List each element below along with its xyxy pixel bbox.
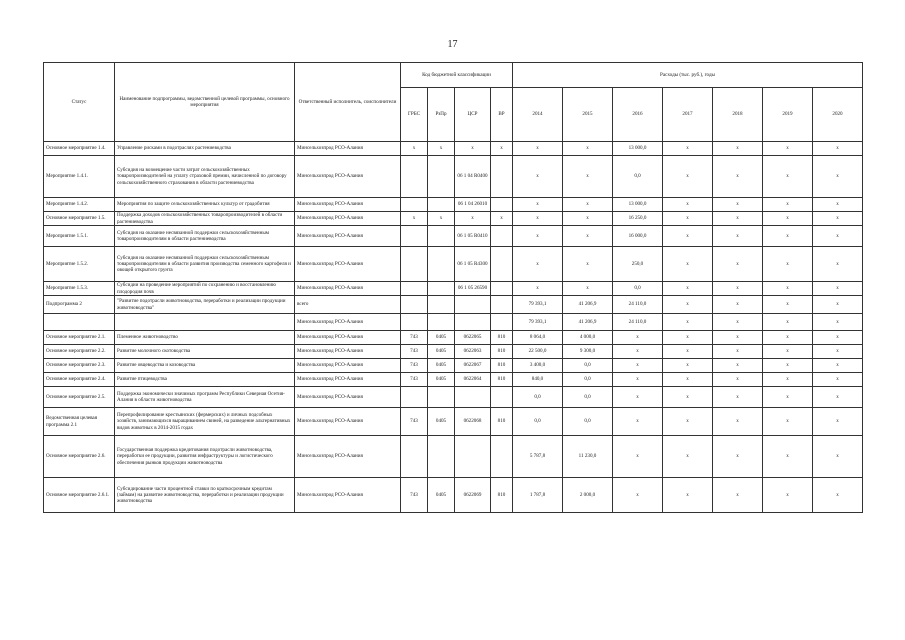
cell-2016: 0,0 <box>613 282 663 296</box>
cell-csr: х <box>455 212 491 226</box>
cell-2017: х <box>663 247 713 282</box>
cell-2015: 2 000,0 <box>563 478 613 513</box>
cell-executor: Минсельхозпрод РСО-Алания <box>295 314 401 331</box>
cell-vr <box>491 156 513 198</box>
cell-2019: х <box>763 314 813 331</box>
cell-status: Основное мероприятие 1.4. <box>44 142 115 156</box>
header-rzpr: РзПр <box>428 88 455 142</box>
cell-2015: х <box>563 212 613 226</box>
table-row <box>44 142 863 156</box>
cell-2020: х <box>813 142 863 156</box>
table-row <box>44 314 863 331</box>
cell-2014: х <box>513 282 563 296</box>
cell-2016: х <box>613 373 663 387</box>
cell-name: Субсидирование части процентной ставки по краткосрочным кредитам (займам) на развитие животноводства, переработки и реализации продукции животноводства <box>115 478 295 513</box>
cell-rzpr: х <box>428 142 455 156</box>
cell-name: Субсидия на возмещение части затрат сельскохозяйственных товаропроизводителей на уплату страховой премии, начисленной по договору сельскохозяйственного страхования в области растениеводства <box>115 156 295 198</box>
cell-vr <box>491 247 513 282</box>
cell-executor: Минсельхозпрод РСО-Алания <box>295 373 401 387</box>
cell-rzpr <box>428 387 455 408</box>
cell-2018: х <box>713 345 763 359</box>
cell-rzpr: 0405 <box>428 408 455 436</box>
cell-status: Основное мероприятие 2.3. <box>44 359 115 373</box>
table-row <box>44 408 863 436</box>
cell-rzpr <box>428 226 455 247</box>
cell-2020: х <box>813 247 863 282</box>
cell-status <box>44 314 115 331</box>
cell-2016: х <box>613 387 663 408</box>
cell-csr: 06 1 04 26010 <box>455 198 491 212</box>
cell-2019: х <box>763 387 813 408</box>
cell-csr: 06 1 04 R0400 <box>455 156 491 198</box>
cell-grbs <box>401 156 428 198</box>
header-name: Наименование подпрограммы, ведомственной целевой программы, основного мероприятия <box>115 63 295 142</box>
cell-csr: 06 1 05 R0410 <box>455 226 491 247</box>
cell-2016: 16 000,0 <box>613 226 663 247</box>
cell-2019: х <box>763 331 813 345</box>
cell-2015: х <box>563 198 613 212</box>
cell-status: Мероприятие 1.4.1. <box>44 156 115 198</box>
cell-2020: х <box>813 282 863 296</box>
cell-status: Мероприятие 1.4.2. <box>44 198 115 212</box>
cell-vr: 810 <box>491 331 513 345</box>
cell-name: Субсидия на оказание несвязанной поддержки сельскохозяйственным товаропроизводителям в области развития производства семенного картофеля и овощей открытого грунта <box>115 247 295 282</box>
table-row <box>44 226 863 247</box>
cell-executor: Минсельхозпрод РСО-Алания <box>295 247 401 282</box>
cell-grbs <box>401 247 428 282</box>
cell-2014: х <box>513 212 563 226</box>
cell-2014: х <box>513 156 563 198</box>
header-csr: ЦСР <box>455 88 491 142</box>
cell-2019: х <box>763 373 813 387</box>
cell-rzpr <box>428 198 455 212</box>
cell-csr: 0622067 <box>455 359 491 373</box>
cell-2018: х <box>713 387 763 408</box>
cell-2017: х <box>663 282 713 296</box>
cell-rzpr <box>428 436 455 478</box>
table-row <box>44 212 863 226</box>
cell-executor: Минсельхозпрод РСО-Алания <box>295 387 401 408</box>
table-row <box>44 359 863 373</box>
cell-2014: 79 393,1 <box>513 296 563 314</box>
cell-2015: х <box>563 282 613 296</box>
cell-grbs <box>401 198 428 212</box>
cell-vr: 810 <box>491 359 513 373</box>
cell-2014: 79 393,1 <box>513 314 563 331</box>
cell-2018: х <box>713 436 763 478</box>
cell-grbs: 743 <box>401 345 428 359</box>
cell-2016: 13 000,0 <box>613 198 663 212</box>
cell-csr <box>455 296 491 314</box>
table-header <box>44 63 863 142</box>
cell-status: Подпрограмма 2 <box>44 296 115 314</box>
table-row <box>44 331 863 345</box>
header-year-2014: 2014 <box>513 88 563 142</box>
header-year-2015: 2015 <box>563 88 613 142</box>
cell-2015: 41 206,9 <box>563 296 613 314</box>
cell-2016: х <box>613 408 663 436</box>
cell-rzpr: 0405 <box>428 373 455 387</box>
cell-2014: 0,0 <box>513 408 563 436</box>
header-expense-group: Расходы (тыс. руб.), годы <box>513 63 863 88</box>
cell-2017: х <box>663 359 713 373</box>
cell-grbs <box>401 387 428 408</box>
cell-2017: х <box>663 198 713 212</box>
cell-2018: х <box>713 142 763 156</box>
cell-2017: х <box>663 156 713 198</box>
cell-2016: 24 110,0 <box>613 296 663 314</box>
cell-grbs: 743 <box>401 408 428 436</box>
cell-2018: х <box>713 226 763 247</box>
cell-2019: х <box>763 156 813 198</box>
cell-status: Основное мероприятие 2.4. <box>44 373 115 387</box>
table-row <box>44 387 863 408</box>
cell-grbs <box>401 436 428 478</box>
cell-2014: 1 787,8 <box>513 478 563 513</box>
cell-2018: х <box>713 282 763 296</box>
cell-2015: 11 230,0 <box>563 436 613 478</box>
cell-2017: х <box>663 142 713 156</box>
cell-status: Мероприятие 1.5.2. <box>44 247 115 282</box>
cell-2018: х <box>713 296 763 314</box>
table-row <box>44 282 863 296</box>
cell-name: Государственная поддержка кредитования подотрасли животноводства, переработки ее продукции, развития инфраструктуры и логистического обеспечения рынков продукции животноводства <box>115 436 295 478</box>
cell-2015: х <box>563 226 613 247</box>
cell-2019: х <box>763 142 813 156</box>
cell-2020: х <box>813 156 863 198</box>
cell-2014: 0,0 <box>513 387 563 408</box>
cell-2019: х <box>763 247 813 282</box>
header-vr: ВР <box>491 88 513 142</box>
cell-csr <box>455 314 491 331</box>
cell-rzpr: х <box>428 212 455 226</box>
cell-status: Основное мероприятие 2.1. <box>44 331 115 345</box>
cell-executor: Минсельхозпрод РСО-Алания <box>295 436 401 478</box>
header-year-2018: 2018 <box>713 88 763 142</box>
header-year-2017: 2017 <box>663 88 713 142</box>
cell-2019: х <box>763 345 813 359</box>
cell-2017: х <box>663 314 713 331</box>
cell-rzpr: 0405 <box>428 478 455 513</box>
cell-rzpr: 0405 <box>428 331 455 345</box>
cell-2015: 4 000,0 <box>563 331 613 345</box>
cell-name: Субсидия на оказание несвязанной поддержки сельскохозяйственным товаропроизводителям в области растениеводства <box>115 226 295 247</box>
cell-csr: 06 1 05 26590 <box>455 282 491 296</box>
cell-grbs: 743 <box>401 359 428 373</box>
cell-2016: х <box>613 359 663 373</box>
cell-status: Основное мероприятие 1.5. <box>44 212 115 226</box>
header-year-2016: 2016 <box>613 88 663 142</box>
header-year-2019: 2019 <box>763 88 813 142</box>
cell-2017: х <box>663 408 713 436</box>
cell-2020: х <box>813 359 863 373</box>
budget-table <box>43 62 863 513</box>
cell-rzpr <box>428 296 455 314</box>
cell-executor: Минсельхозпрод РСО-Алания <box>295 142 401 156</box>
cell-2020: х <box>813 345 863 359</box>
cell-2019: х <box>763 296 813 314</box>
cell-vr <box>491 226 513 247</box>
header-executor: Ответственный исполнитель, соисполнители <box>295 63 401 142</box>
cell-2019: х <box>763 408 813 436</box>
cell-executor: Минсельхозпрод РСО-Алания <box>295 478 401 513</box>
cell-csr: 0622064 <box>455 373 491 387</box>
cell-grbs: 743 <box>401 331 428 345</box>
cell-grbs <box>401 296 428 314</box>
cell-name: Развитие молочного скотоводства <box>115 345 295 359</box>
cell-2016: х <box>613 345 663 359</box>
cell-rzpr: 0405 <box>428 345 455 359</box>
cell-2015: х <box>563 247 613 282</box>
cell-2014: 840,0 <box>513 373 563 387</box>
cell-2020: х <box>813 331 863 345</box>
cell-rzpr <box>428 156 455 198</box>
cell-2017: х <box>663 373 713 387</box>
cell-rzpr <box>428 282 455 296</box>
cell-csr: х <box>455 142 491 156</box>
cell-2014: х <box>513 198 563 212</box>
cell-2018: х <box>713 359 763 373</box>
cell-executor: Минсельхозпрод РСО-Алания <box>295 226 401 247</box>
cell-2015: 0,0 <box>563 373 613 387</box>
cell-name: Субсидии на проведение мероприятий по сохранению и восстановлению плодородия почв <box>115 282 295 296</box>
cell-vr <box>491 314 513 331</box>
cell-2020: х <box>813 408 863 436</box>
cell-name: Управление рисками в подотраслях растениеводства <box>115 142 295 156</box>
cell-status: Мероприятие 1.5.3. <box>44 282 115 296</box>
cell-grbs <box>401 282 428 296</box>
cell-2019: х <box>763 198 813 212</box>
cell-2016: 0,0 <box>613 156 663 198</box>
cell-2017: х <box>663 296 713 314</box>
cell-2020: х <box>813 478 863 513</box>
cell-2020: х <box>813 373 863 387</box>
cell-2014: 22 500,0 <box>513 345 563 359</box>
cell-csr: 0622068 <box>455 408 491 436</box>
cell-2015: 41 206,9 <box>563 314 613 331</box>
cell-2018: х <box>713 247 763 282</box>
cell-2018: х <box>713 373 763 387</box>
cell-vr: х <box>491 212 513 226</box>
cell-grbs: 743 <box>401 478 428 513</box>
cell-status: Основное мероприятие 2.6. <box>44 436 115 478</box>
cell-status: Основное мероприятие 2.6.1. <box>44 478 115 513</box>
cell-2014: 8 064,0 <box>513 331 563 345</box>
cell-2020: х <box>813 314 863 331</box>
cell-2016: 13 000,0 <box>613 142 663 156</box>
cell-vr: 810 <box>491 373 513 387</box>
cell-grbs: х <box>401 212 428 226</box>
cell-2018: х <box>713 408 763 436</box>
cell-csr: 06 1 05 R4300 <box>455 247 491 282</box>
cell-name: "Развитие подотрасли животноводства, переработки и реализации продукции животноводства" <box>115 296 295 314</box>
cell-2019: х <box>763 359 813 373</box>
cell-executor: Минсельхозпрод РСО-Алания <box>295 359 401 373</box>
cell-status: Мероприятие 1.5.1. <box>44 226 115 247</box>
cell-2018: х <box>713 314 763 331</box>
cell-2016: х <box>613 478 663 513</box>
cell-2014: х <box>513 247 563 282</box>
cell-grbs: х <box>401 142 428 156</box>
cell-status: Ведомственная целевая программа 2.1 <box>44 408 115 436</box>
cell-2014: х <box>513 142 563 156</box>
cell-2019: х <box>763 478 813 513</box>
cell-2019: х <box>763 436 813 478</box>
table-row <box>44 296 863 314</box>
cell-2016: 250,0 <box>613 247 663 282</box>
cell-rzpr: 0405 <box>428 359 455 373</box>
cell-2018: х <box>713 212 763 226</box>
cell-2018: х <box>713 156 763 198</box>
cell-executor: Минсельхозпрод РСО-Алания <box>295 212 401 226</box>
cell-executor: Минсельхозпрод РСО-Алания <box>295 408 401 436</box>
cell-vr <box>491 436 513 478</box>
cell-2016: 16 250,0 <box>613 212 663 226</box>
table-row <box>44 156 863 198</box>
header-status: Статус <box>44 63 115 142</box>
cell-csr: 0622065 <box>455 331 491 345</box>
table-row <box>44 436 863 478</box>
cell-2015: 0,0 <box>563 359 613 373</box>
table-body <box>44 142 863 513</box>
cell-grbs <box>401 314 428 331</box>
cell-2018: х <box>713 478 763 513</box>
cell-name: Поддержка доходов сельскохозяйственных товаропроизводителей в области растениеводства <box>115 212 295 226</box>
cell-2017: х <box>663 436 713 478</box>
cell-2017: х <box>663 345 713 359</box>
cell-executor: Минсельхозпрод РСО-Алания <box>295 331 401 345</box>
cell-2014: х <box>513 226 563 247</box>
cell-2015: х <box>563 156 613 198</box>
cell-rzpr <box>428 247 455 282</box>
cell-2015: х <box>563 142 613 156</box>
cell-executor: Минсельхозпрод РСО-Алания <box>295 156 401 198</box>
cell-vr <box>491 198 513 212</box>
header-code-group: Код бюджетной классификации <box>401 63 513 88</box>
cell-2020: х <box>813 296 863 314</box>
header-year-2020: 2020 <box>813 88 863 142</box>
cell-2016: 24 110,0 <box>613 314 663 331</box>
header-grbs: ГРБС <box>401 88 428 142</box>
cell-2017: х <box>663 226 713 247</box>
cell-name <box>115 314 295 331</box>
cell-name: Развитие птицеводства <box>115 373 295 387</box>
cell-name: Мероприятия по защите сельскохозяйственных культур от градобития <box>115 198 295 212</box>
cell-name: Племенное животноводство <box>115 331 295 345</box>
table-row <box>44 345 863 359</box>
cell-grbs: 743 <box>401 373 428 387</box>
table-row <box>44 478 863 513</box>
cell-executor: Минсельхозпрод РСО-Алания <box>295 345 401 359</box>
cell-2015: 9 300,0 <box>563 345 613 359</box>
cell-csr: 0622063 <box>455 345 491 359</box>
cell-2017: х <box>663 212 713 226</box>
cell-2014: 5 787,8 <box>513 436 563 478</box>
cell-name: Перепрофилирование крестьянских (фермерских) и личных подсобных хозяйств, занимающихся выращиванием свиней, на разведение альтернативных видов животных в 2014-2015 годах <box>115 408 295 436</box>
cell-2020: х <box>813 436 863 478</box>
cell-vr: 810 <box>491 478 513 513</box>
cell-2017: х <box>663 478 713 513</box>
cell-status: Основное мероприятие 2.5. <box>44 387 115 408</box>
cell-vr <box>491 387 513 408</box>
cell-name: Поддержка экономически значимых программ Республики Северная Осетия-Алания в области животноводства <box>115 387 295 408</box>
cell-2018: х <box>713 198 763 212</box>
cell-2016: х <box>613 436 663 478</box>
cell-2020: х <box>813 387 863 408</box>
cell-2020: х <box>813 226 863 247</box>
cell-2015: 0,0 <box>563 387 613 408</box>
cell-vr <box>491 282 513 296</box>
cell-2019: х <box>763 212 813 226</box>
cell-vr: х <box>491 142 513 156</box>
cell-vr <box>491 296 513 314</box>
cell-vr: 810 <box>491 345 513 359</box>
table-row <box>44 373 863 387</box>
cell-grbs <box>401 226 428 247</box>
cell-executor: Минсельхозпрод РСО-Алания <box>295 282 401 296</box>
cell-2019: х <box>763 282 813 296</box>
cell-csr: 0622069 <box>455 478 491 513</box>
cell-status: Основное мероприятие 2.2. <box>44 345 115 359</box>
cell-executor: Минсельхозпрод РСО-Алания <box>295 198 401 212</box>
table-row <box>44 247 863 282</box>
cell-executor: всего <box>295 296 401 314</box>
cell-rzpr <box>428 314 455 331</box>
cell-2019: х <box>763 226 813 247</box>
cell-2015: 0,0 <box>563 408 613 436</box>
cell-2017: х <box>663 387 713 408</box>
page-number: 17 <box>447 39 458 50</box>
table-row <box>44 198 863 212</box>
cell-csr <box>455 436 491 478</box>
cell-2014: 3 400,0 <box>513 359 563 373</box>
cell-vr: 810 <box>491 408 513 436</box>
cell-2020: х <box>813 212 863 226</box>
cell-2020: х <box>813 198 863 212</box>
cell-name: Развитие овцеводства и козоводства <box>115 359 295 373</box>
cell-2016: х <box>613 331 663 345</box>
cell-2017: х <box>663 331 713 345</box>
cell-csr <box>455 387 491 408</box>
cell-2018: х <box>713 331 763 345</box>
